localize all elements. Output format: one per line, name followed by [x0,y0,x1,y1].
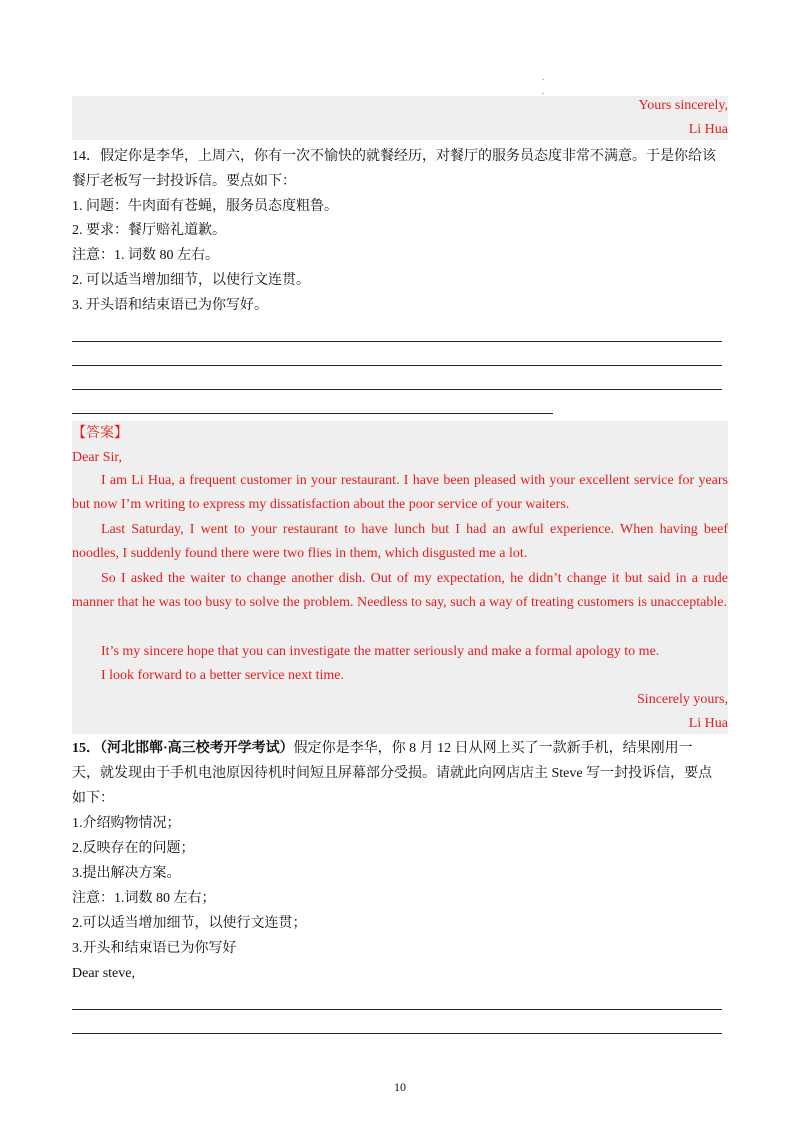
previous-answer-signature: Li Hua [688,122,728,137]
q14-prompt-line2: 餐厅老板写一封投诉信。要点如下： [72,174,296,189]
q15-note-2: 2.可以适当增加细节，以使行文连贯； [72,916,307,931]
q15-prompt-line1 [72,737,693,761]
q14-note-3: 3. 开头语和结束语已为你写好。 [72,298,268,313]
q14-prompt-line1: 14．假定你是李华，上周六，你有一次不愉快的就餐经历，对餐厅的服务员态度非常不满意。于是你给该 [72,149,716,164]
q15-point-1: 1.介绍购物情况； [72,816,181,831]
q15-point-2: 2.反映存在的问题； [72,841,195,856]
answer-paragraph: I look forward to a better service next time. [101,668,344,683]
q14-note-1: 注意：1. 词数 80 左右。 [72,248,219,263]
answer-tag: 【答案】 [72,426,128,441]
q14-writing-line [72,365,722,366]
previous-answer-box [72,96,728,140]
q15-writing-line [72,1033,722,1034]
q15-writing-line [72,1009,722,1010]
q14-writing-line [72,389,722,390]
answer-paragraph: So I asked the waiter to change another dish. Out of my expectation, he didn’t change it but said in a rude manner that he was too busy to solve the problem. Needless to say, such a way of treating customers is unacceptable. [72,571,728,611]
answer-paragraph: Last Saturday, I went to your restaurant to have lunch but I had an awful experience. When having beef noodles, I suddenly found there were two flies in them, which disgusted me a lot. [72,522,728,562]
q15-number: 15． [72,741,100,756]
q14-point-1: 1. 问题：牛肉面有苍蝇，服务员态度粗鲁。 [72,199,338,214]
q15-note-1: 注意：1.词数 80 左右； [72,891,216,906]
q15-prompt-line3: 如下： [72,791,114,806]
q15-prompt-text: 假定你是李华，你 8 月 12 日从网上买了一款新手机，结果刚用一 [293,741,693,756]
q15-point-3: 3.提出解决方案。 [72,866,181,881]
answer-signature: Li Hua [688,716,728,731]
q14-point-2: 2. 要求：餐厅赔礼道歉。 [72,223,226,238]
page-number: 10 [394,1080,406,1094]
q14-note-2: 2. 可以适当增加细节，以使行文连贯。 [72,273,310,288]
answer-paragraph: I am Li Hua, a frequent customer in your restaurant. I have been pleased with your excellent service for years but now I’m writing to express my dissatisfaction about the poor service of your waiters. [72,473,728,513]
q15-source: （河北邯郸·高三校考开学考试） [100,741,294,756]
q14-writing-line [72,413,553,414]
previous-answer-closing: Yours sincerely, [638,98,728,113]
answer-closing: Sincerely yours, [637,692,728,707]
q14-writing-line [72,341,722,342]
header-marks: . . [542,72,545,96]
q15-prompt-line2: 天，就发现由于手机电池原因待机时间短且屏幕部分受损。请就此向网店店主 Steve 写一封投诉信，要点 [72,766,713,781]
q15-note-3: 3.开头和结束语已为你写好 [72,941,237,956]
answer-paragraph: It’s my sincere hope that you can investigate the matter seriously and make a formal apology to me. [101,644,660,659]
answer-salutation: Dear Sir, [72,450,122,465]
q15-salutation: Dear steve, [72,966,135,981]
